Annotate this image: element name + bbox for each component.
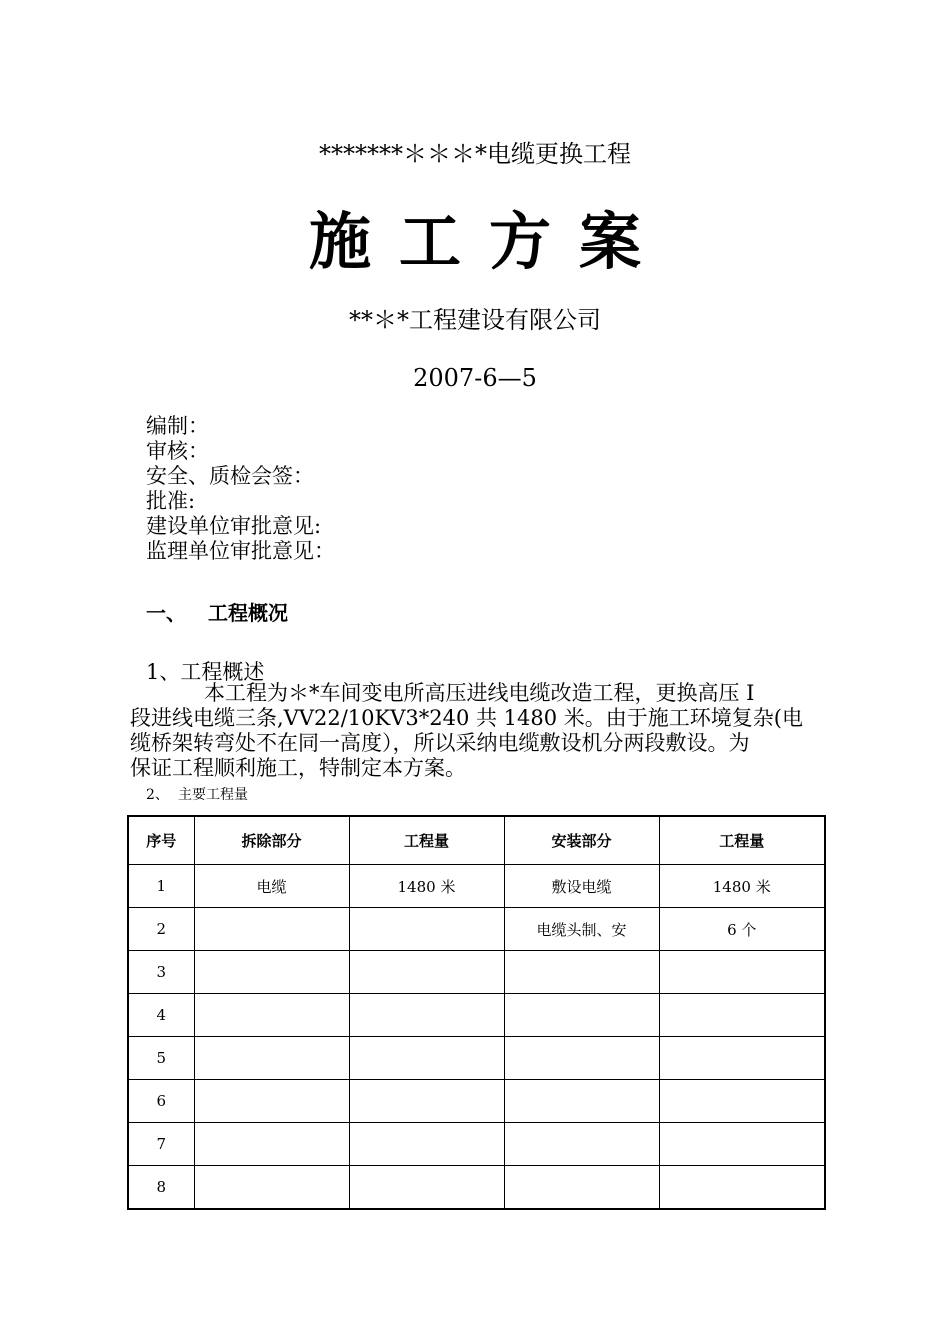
signoff-prepared: 编制： bbox=[146, 414, 209, 438]
table-cell bbox=[504, 951, 659, 994]
paragraph-line: 缆桥架转弯处不在同一高度），所以采纳电缆敷设机分两段敷设。为 bbox=[130, 731, 750, 755]
table-cell bbox=[194, 1166, 349, 1210]
table-cell: 2 bbox=[128, 908, 194, 951]
main-title: 施工方案 bbox=[308, 205, 669, 278]
table-cell bbox=[659, 1123, 825, 1166]
table-row bbox=[128, 908, 825, 951]
subsection-label: 主要工程量 bbox=[178, 787, 248, 803]
table-cell: 6 个 bbox=[659, 908, 825, 951]
company-name: **＊*工程建设有限公司 bbox=[349, 306, 601, 334]
signoff-owner-opinion: 建设单位审批意见: bbox=[146, 514, 322, 538]
header-removal: 拆除部分 bbox=[194, 816, 349, 865]
table-row bbox=[128, 865, 825, 908]
table-cell bbox=[659, 1166, 825, 1210]
table-cell bbox=[659, 1037, 825, 1080]
signoff-reviewed: 审核： bbox=[146, 439, 209, 463]
signoff-safety-quality: 安全、质检会签： bbox=[146, 464, 314, 488]
table-row bbox=[128, 1037, 825, 1080]
table-cell bbox=[659, 994, 825, 1037]
table-cell bbox=[349, 994, 504, 1037]
header-installation-quantity: 工程量 bbox=[659, 816, 825, 865]
table-cell bbox=[504, 1080, 659, 1123]
signoff-supervisor-opinion: 监理单位审批意见： bbox=[146, 539, 335, 563]
signoff-block bbox=[146, 414, 335, 564]
table-cell: 电缆 bbox=[194, 865, 349, 908]
table-row bbox=[128, 1123, 825, 1166]
section-title: 工程概况 bbox=[208, 601, 288, 625]
table-cell bbox=[659, 1080, 825, 1123]
table-cell bbox=[194, 1123, 349, 1166]
table-row bbox=[128, 951, 825, 994]
section-heading bbox=[146, 597, 288, 626]
table-cell: 1480 米 bbox=[659, 865, 825, 908]
subsection-number: 2、 bbox=[146, 787, 169, 803]
table-cell: 8 bbox=[128, 1166, 194, 1210]
table-row bbox=[128, 994, 825, 1037]
table-cell bbox=[504, 1166, 659, 1210]
paragraph-line: 保证工程顺利施工，特制定本方案。 bbox=[130, 756, 466, 780]
table-cell: 5 bbox=[128, 1037, 194, 1080]
table-cell: 1 bbox=[128, 865, 194, 908]
document-date: 2007-6—5 bbox=[413, 364, 537, 392]
overview-paragraph bbox=[130, 681, 814, 781]
signoff-approved: 批准: bbox=[146, 489, 196, 513]
table-cell bbox=[194, 951, 349, 994]
section-number: 一、 bbox=[146, 601, 186, 625]
header-index: 序号 bbox=[128, 816, 194, 865]
paragraph-line: 本工程为＊*车间变电所高压进线电缆改造工程，更换高压 I bbox=[204, 681, 755, 705]
table-cell bbox=[504, 994, 659, 1037]
table-cell bbox=[659, 951, 825, 994]
table-cell: 电缆头制、安 bbox=[504, 908, 659, 951]
table-cell bbox=[349, 951, 504, 994]
table-cell bbox=[194, 1080, 349, 1123]
table-header-row bbox=[128, 816, 825, 865]
table-cell: 6 bbox=[128, 1080, 194, 1123]
quantities-table bbox=[127, 815, 826, 1210]
table-cell bbox=[349, 908, 504, 951]
paragraph-line: 段进线电缆三条,VV22/10KV3*240 共 1480 米。由于施工环境复杂(电 bbox=[130, 706, 803, 730]
table-cell: 4 bbox=[128, 994, 194, 1037]
project-title: *******＊＊＊*电缆更换工程 bbox=[319, 140, 631, 168]
table-cell bbox=[349, 1080, 504, 1123]
subsection-title-quantities bbox=[146, 784, 248, 804]
header-removal-quantity: 工程量 bbox=[349, 816, 504, 865]
table-cell: 敷设电缆 bbox=[504, 865, 659, 908]
table-cell: 1480 米 bbox=[349, 865, 504, 908]
table-cell bbox=[349, 1123, 504, 1166]
table-cell bbox=[504, 1123, 659, 1166]
table-cell bbox=[194, 1037, 349, 1080]
header-installation: 安装部分 bbox=[504, 816, 659, 865]
table-cell bbox=[504, 1037, 659, 1080]
table-cell bbox=[349, 1166, 504, 1210]
subsection-title-overview: 1、工程概述 bbox=[146, 660, 265, 684]
table-cell: 3 bbox=[128, 951, 194, 994]
table-cell bbox=[349, 1037, 504, 1080]
table-row bbox=[128, 1166, 825, 1210]
table-cell bbox=[194, 994, 349, 1037]
table-cell bbox=[194, 908, 349, 951]
table-cell: 7 bbox=[128, 1123, 194, 1166]
table-row bbox=[128, 1080, 825, 1123]
